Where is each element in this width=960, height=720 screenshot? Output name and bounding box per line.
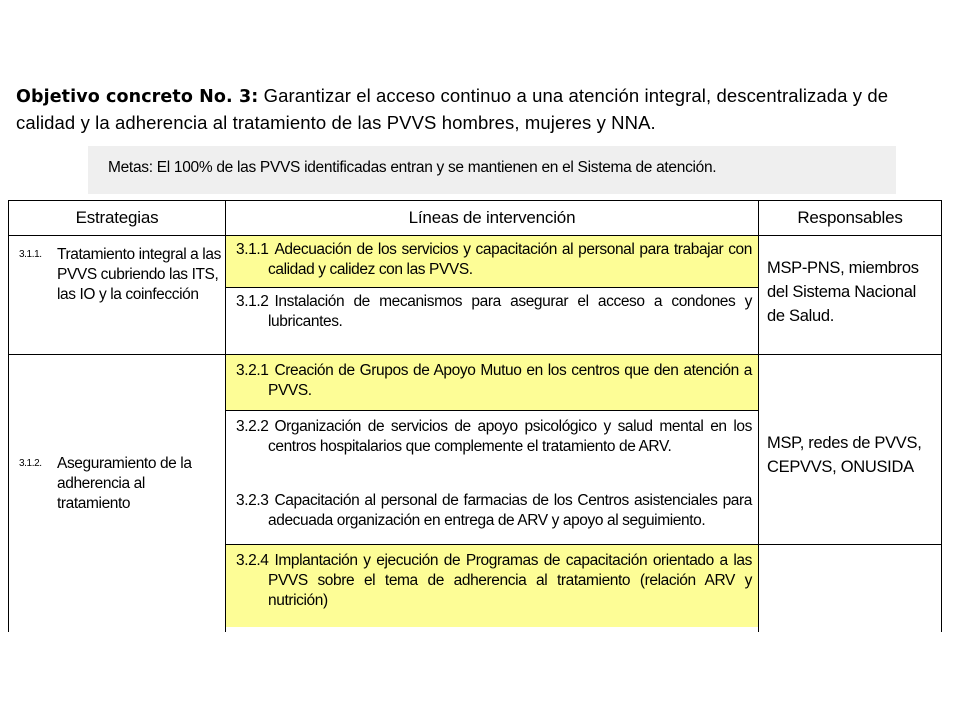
header-row bbox=[9, 201, 942, 236]
line-text: Adecuación de los servicios y capacitación al personal para trabajar con calidad y calidez con las PVVS. bbox=[268, 241, 752, 278]
strategy-text: Aseguramiento de la adherencia al tratamiento bbox=[57, 454, 192, 512]
line-text: Creación de Grupos de Apoyo Mutuo en los centros que den atención a PVVS. bbox=[268, 362, 752, 399]
strategy-number: 3.1.2. bbox=[19, 457, 42, 469]
responsible-cell-1 bbox=[759, 236, 942, 355]
lines-cell-2 bbox=[226, 355, 759, 633]
line-item bbox=[226, 411, 758, 473]
line-code: 3.2.2 bbox=[236, 418, 269, 435]
objective-label: Objetivo concreto No. 3: bbox=[16, 87, 259, 107]
strategy-table bbox=[8, 200, 942, 632]
metas-label: Metas: bbox=[108, 159, 153, 176]
strategy-cell-2 bbox=[9, 355, 226, 633]
line-text: Instalación de mecanismos para asegurar el acceso a condones y lubricantes. bbox=[268, 293, 752, 330]
metas-text: El 100% de las PVVS identificadas entran y se mantienen en el Sistema de atención. bbox=[152, 159, 717, 176]
line-code: 3.2.3 bbox=[236, 492, 269, 509]
metas-box bbox=[88, 146, 896, 194]
header-responsables: Responsables bbox=[759, 201, 942, 236]
line-code: 3.2.4 bbox=[236, 552, 269, 569]
strategy-number: 3.1.1. bbox=[19, 249, 42, 260]
strategy-row-2 bbox=[9, 355, 942, 633]
strategy-text: Tratamiento integral a las PVVS cubriendo las ITS, las IO y la coinfección bbox=[57, 246, 221, 303]
line-code: 3.1.1 bbox=[236, 241, 269, 258]
responsible-text: MSP, redes de PVVS, CEPVVS, ONUSIDA bbox=[767, 434, 922, 476]
line-text: Organización de servicios de apoyo psicológico y salud mental en los centros hospitalarios que complemente el tratamiento de ARV. bbox=[268, 418, 752, 455]
line-item bbox=[226, 288, 758, 336]
objective-heading bbox=[16, 83, 916, 136]
line-code: 3.2.1 bbox=[236, 362, 269, 379]
line-item bbox=[226, 545, 758, 627]
objective-text: Garantizar el acceso continuo a una atención integral, descentralizada y de calidad y la adherencia al tratamiento de las PVVS hombres, mujeres y NNA. bbox=[16, 85, 889, 133]
responsible-text: MSP-PNS, miembros del Sistema Nacional de Salud. bbox=[767, 259, 919, 325]
line-item bbox=[226, 473, 758, 545]
lines-cell-1 bbox=[226, 236, 759, 355]
strategy-row-1 bbox=[9, 236, 942, 355]
line-text: Implantación y ejecución de Programas de capacitación orientado a las PVVS sobre el tema de adherencia al tratamiento (relación ARV y nutrición) bbox=[268, 552, 752, 609]
responsible-block bbox=[759, 355, 941, 545]
strategy-cell-1 bbox=[9, 236, 226, 355]
header-estrategias: Estrategias bbox=[9, 201, 226, 236]
line-item bbox=[226, 355, 758, 411]
header-lineas: Líneas de intervención bbox=[226, 201, 759, 236]
line-item bbox=[226, 236, 758, 288]
line-text: Capacitación al personal de farmacias de los Centros asistenciales para adecuada organización en entrega de ARV y apoyo al seguimiento. bbox=[268, 492, 752, 529]
line-code: 3.1.2 bbox=[236, 293, 269, 310]
responsible-cell-2 bbox=[759, 355, 942, 633]
